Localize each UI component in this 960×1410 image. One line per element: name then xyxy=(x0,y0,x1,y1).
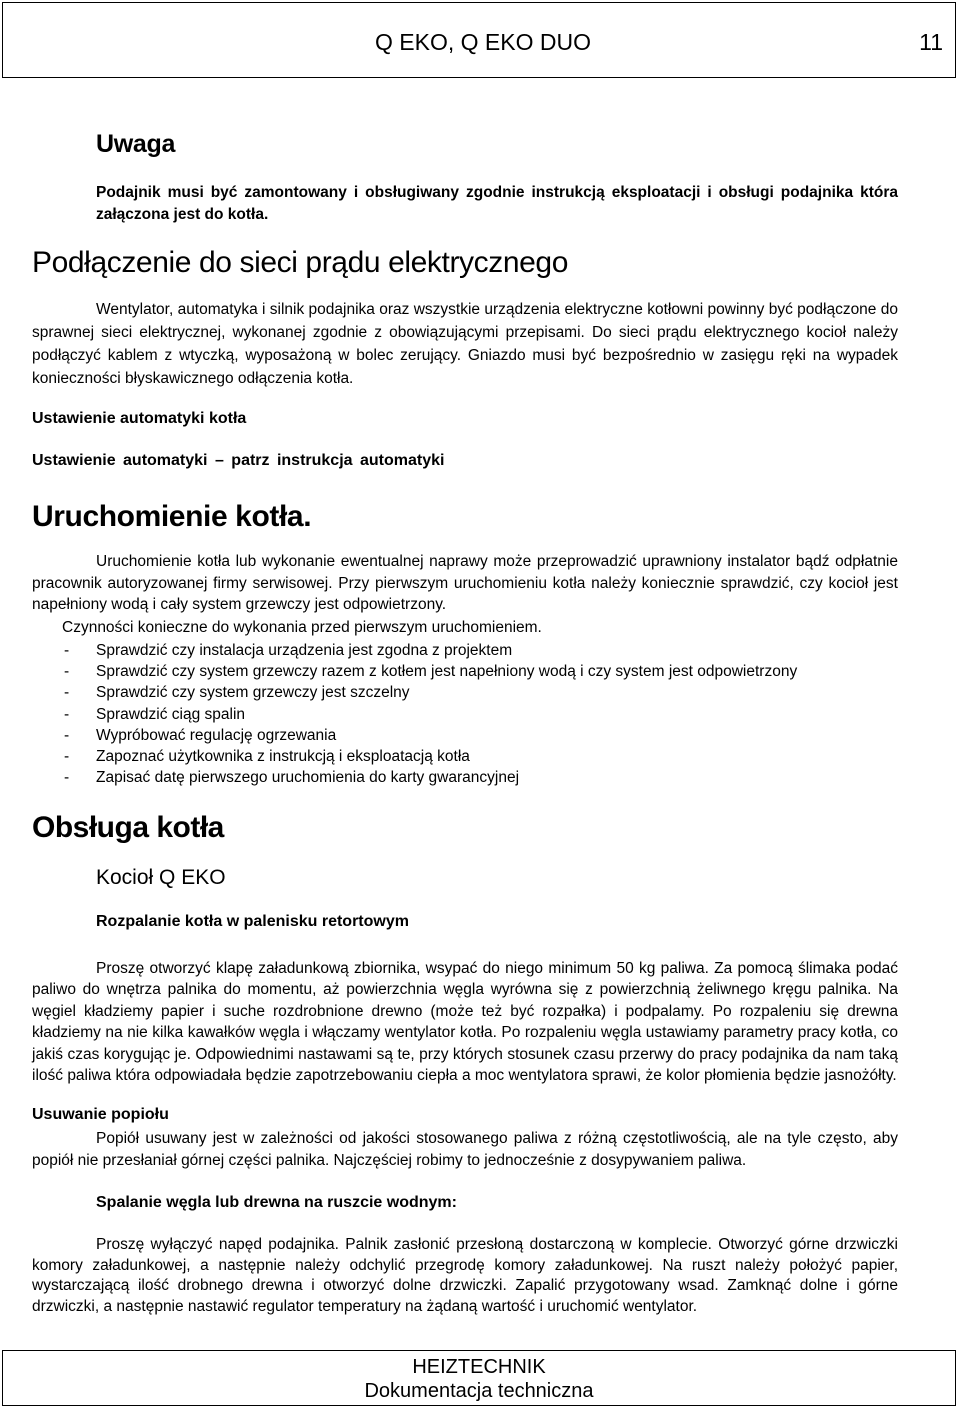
ustawienie-subheading: Ustawienie automatyki – patrz instrukcja automatyki xyxy=(32,452,445,469)
list-item: - Zapisać datę pierwszego uruchomienia do karty gwarancyjnej xyxy=(62,767,797,788)
rozpalanie-heading: Rozpalanie kotła w palenisku retortowym xyxy=(96,913,409,930)
uruchomienie-heading: Uruchomienie kotła. xyxy=(32,500,312,533)
podlaczenie-text: Wentylator, automatyka i silnik podajnika oraz wszystkie urządzenia elektryczne kotłowni powinny być podłączone do sprawnej sieci elektrycznej, wykonanej zgodnie z obowiązującymi przepisami. Do sieci prądu elektrycznego kocioł należy podłączyć kablem z wtyczką, wyposażoną w bolec zerujący. Gniazdo musi być bezpośrednio w zasięgu ręki na wypadek konieczności błyskawicznego odłączenia kotła. xyxy=(32,301,898,387)
list-item: - Sprawdzić czy instalacja urządzenia jest zgodna z projektem xyxy=(62,640,797,661)
page-footer xyxy=(2,1350,956,1406)
usuwanie-text: Popiół usuwany jest w zależności od jakości stosowanego paliwa z różną częstotliwością, ale na tyle często, aby popiół nie przesłaniał górnej części palnika. Najczęściej robimy to jednocześnie z dosypywaniem paliwa. xyxy=(32,1130,898,1169)
header-title: Q EKO, Q EKO DUO xyxy=(375,29,591,55)
page-header xyxy=(2,2,956,78)
ustawienie-heading: Ustawienie automatyki kotła xyxy=(32,410,247,427)
usuwanie-heading: Usuwanie popiołu xyxy=(32,1106,169,1123)
spalanie-heading: Spalanie węgla lub drewna na ruszcie wodnym: xyxy=(96,1194,457,1211)
spalanie-text: Proszę wyłączyć napęd podajnika. Palnik zasłonić przesłoną dostarczoną w komplecie. Otworzyć górne drzwiczki komory załadunkowej, a następnie należy odchylić przegrodę komory załadunkowej. Na ruszt należy położyć papier, wystarczającą ilość drobnego drewna i otworzyć dolne drzwiczki. Zapalić przygotowany wsad. Zamknąć dolne i górne drzwiczki, a następnie nastawić regulator temperatury na żądaną wartość i uruchomić wentylator. xyxy=(32,1236,898,1315)
obsluga-heading: Obsługa kotła xyxy=(32,811,224,844)
footer-company: HEIZTECHNIK xyxy=(412,1356,546,1378)
footer-doc-type: Dokumentacja techniczna xyxy=(364,1380,594,1402)
list-item: - Sprawdzić czy system grzewczy razem z kotłem jest napełniony wodą i czy system jest odpowietrzony xyxy=(62,661,797,682)
rozpalanie-text: Proszę otworzyć klapę załadunkową zbiornika, wsypać do niego minimum 50 kg paliwa. Za pomocą ślimaka podać paliwo do wnętrza palnika do momentu, aż powierzchnia węgla wyrówna się z powierzchnią żeliwnego kręgu palnika. Na węgiel kładziemy papier i suche rozdrobnione drewno (może też być rozpałka) i podpalamy. Po rozpaleniu się drewna kładziemy na nie kilka kawałków węgla i włączamy wentylator kotła. Po rozpaleniu węgla ustawiamy parametry pracy kotła, co jakiś czas korygując je. Odpowiednimi nastawami są te, przy których stosunek czasu przerwy do pracy podajnika da nam taką ilość paliwa która odpowiadała będzie zapotrzebowaniu ciepła a moc wentylatora sprawi, że kolor płomienia będzie jasnożółty. xyxy=(32,960,898,1085)
uwaga-text: Podajnik musi być zamontowany i obsługiwany zgodnie instrukcją eksploatacji i obsługi podajnika która załączona jest do kotła. xyxy=(96,184,898,223)
list-item: - Wypróbować regulację ogrzewania xyxy=(62,725,797,746)
page-number: 11 xyxy=(919,29,943,55)
list-item: - Sprawdzić czy system grzewczy jest szczelny xyxy=(62,682,797,703)
podlaczenie-heading: Podłączenie do sieci prądu elektrycznego xyxy=(32,246,568,279)
uruchomienie-checklist xyxy=(62,640,797,788)
uwaga-heading: Uwaga xyxy=(96,130,176,158)
list-item: - Sprawdzić ciąg spalin xyxy=(62,704,797,725)
uruchomienie-text: Uruchomienie kotła lub wykonanie ewentualnej naprawy może przeprowadzić uprawniony instalator bądź odpłatnie pracownik autoryzowanej firmy serwisowej. Przy pierwszym uruchomieniu kotła należy koniecznie sprawdzić, czy kocioł jest napełniony wodą i cały system grzewczy jest odpowietrzony. xyxy=(32,553,898,613)
uruchomienie-list-intro: Czynności konieczne do wykonania przed pierwszym uruchomieniem. xyxy=(62,619,542,636)
list-item: - Zapoznać użytkownika z instrukcją i eksploatacją kotła xyxy=(62,746,797,767)
kociol-subheading: Kocioł Q EKO xyxy=(96,866,226,889)
